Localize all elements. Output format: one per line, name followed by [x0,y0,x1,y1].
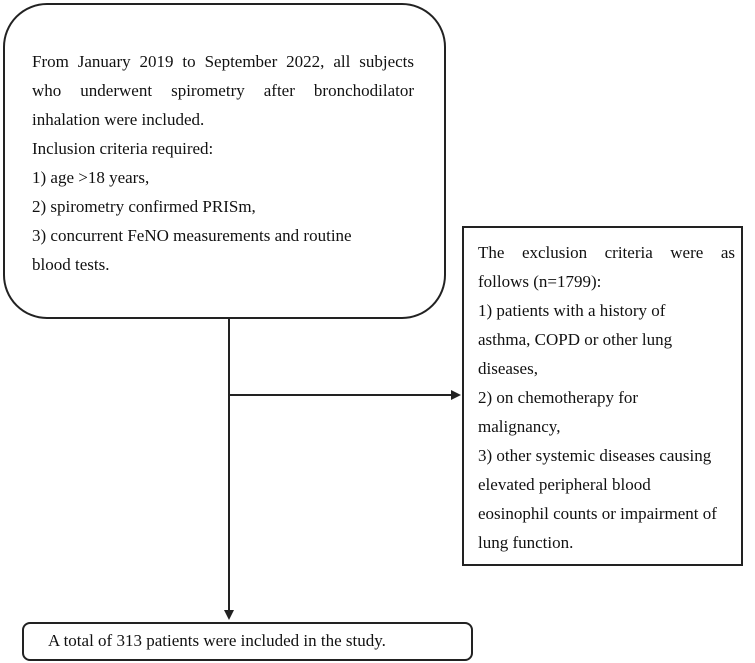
inclusion-line: blood tests. [32,255,110,274]
exclusion-line: 2) on chemotherapy for [478,388,639,407]
arrow-down-icon [224,610,234,620]
inclusion-criteria-heading: Inclusion criteria required: [32,139,214,158]
exclusion-line: eosinophil counts or impairment of [478,504,717,523]
horizontal-connector [228,394,452,396]
exclusion-line: 1) patients with a history of [478,301,666,320]
inclusion-line: 2) spirometry confirmed PRISm, [32,197,256,216]
exclusion-line: diseases, [478,359,538,378]
arrow-right-icon [451,390,461,400]
exclusion-line: elevated peripheral blood [478,475,651,494]
exclusion-line: lung function. [478,533,574,552]
inclusion-line: inhalation were included. [32,110,205,129]
exclusion-line: follows (n=1799): [478,272,602,291]
inclusion-line: who underwent spirometry after bronchodilator [32,81,414,100]
exclusion-line: asthma, COPD or other lung [478,330,673,349]
inclusion-line: 3) concurrent FeNO measurements and routine [32,226,352,245]
exclusion-line: malignancy, [478,417,561,436]
inclusion-line: 1) age >18 years, [32,168,150,187]
vertical-connector [228,318,230,612]
exclusion-line: 3) other systemic diseases causing [478,446,712,465]
inclusion-line: From January 2019 to September 2022, all subjects [32,52,414,71]
exclusion-line: The exclusion criteria were as [478,243,735,262]
result-text: A total of 313 patients were included in the study. [48,631,386,650]
